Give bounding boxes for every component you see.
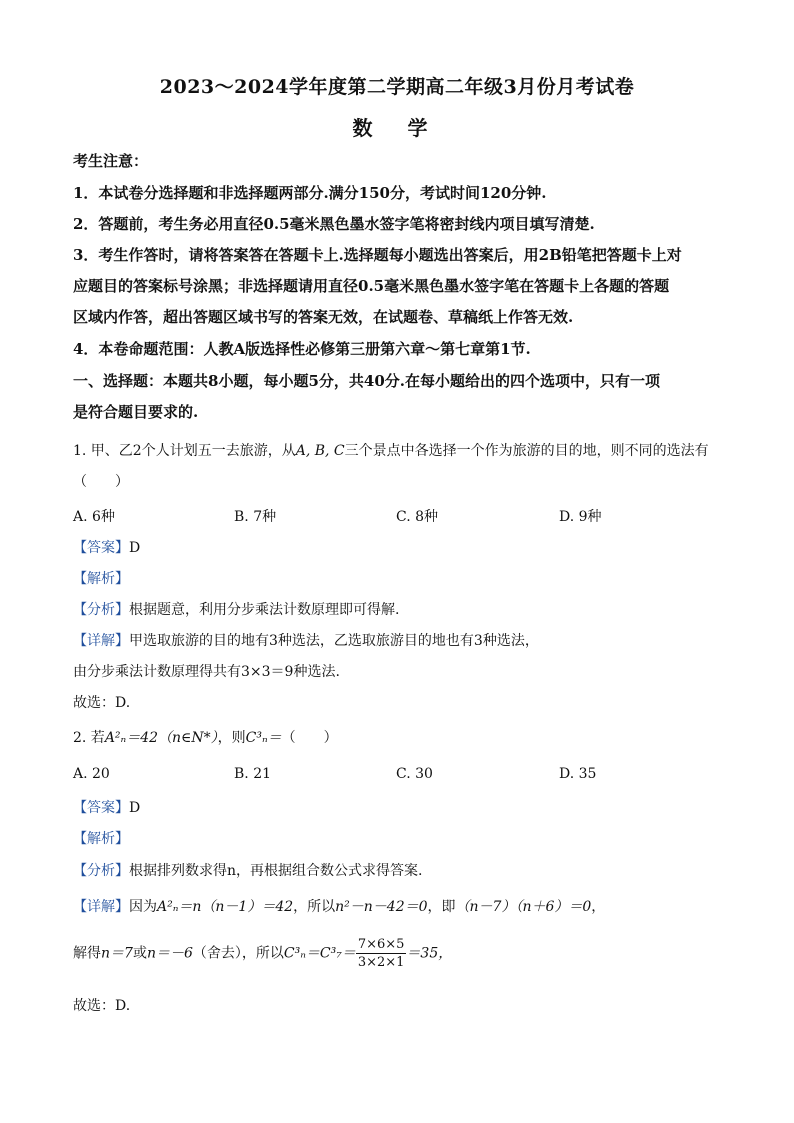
detail2-text-b: 或 [132, 945, 147, 962]
section-heading: 一、选择题：本题共8小题，每小题5分，共40分.在每小题给出的四个选项中，只有一项 [73, 372, 660, 390]
notice-item-1: 1．本试卷分选择题和非选择题两部分.满分150分，考试时间120分钟. [73, 184, 547, 202]
detail-tag: 【详解】 [73, 633, 129, 649]
q1-stem-math: A, B, C [295, 443, 345, 459]
notice-item-3-cont: 应题目的答案标号涂黑；非选择题请用直径0.5毫米黑色墨水签字笔在答题卡上各题的答题 [73, 277, 670, 295]
section-heading-cont: 是符合题目要求的. [73, 403, 199, 421]
q2-option-c: C. 30 [396, 766, 433, 782]
fenxi-tag: 【分析】 [73, 863, 129, 879]
answer-value: D [129, 800, 141, 816]
notice-item-3-cont2: 区域内作答，超出答题区域书写的答案无效，在试题卷、草稿纸上作答无效. [73, 308, 574, 326]
detail2-math-2: n＝－6 [146, 945, 193, 962]
q2-option-d: D. 35 [559, 766, 597, 782]
q2-fenxi [73, 860, 422, 880]
detail-text-a: 因为 [129, 899, 157, 915]
detail2-math-1: n＝7 [101, 945, 133, 962]
q1-stem-text-b: 三个景点中各选择一个作为旅游的目的地，则不同的选法有 [344, 443, 709, 459]
fraction [356, 936, 407, 971]
notice-heading: 考生注意： [73, 152, 149, 170]
detail-tag: 【详解】 [73, 899, 129, 915]
subject-title: 数 学 [352, 116, 442, 140]
fenxi-text: 根据排列数求得n，再根据组合数公式求得答案. [129, 863, 423, 879]
answer-tag: 【答案】 [73, 540, 129, 556]
fraction-denominator: 3×2×1 [357, 955, 405, 970]
q2-stem-math: A²ₙ＝42（n∈N*） [104, 730, 218, 746]
fenxi-tag: 【分析】 [73, 602, 129, 618]
detail-math-2: n²－n－42＝0 [335, 899, 428, 915]
q1-conclusion: 故选：D. [73, 695, 131, 711]
detail-text: 甲选取旅游的目的地有3种选法，乙选取旅游目的地也有3种选法， [129, 633, 539, 649]
detail2-text-a: 解得 [73, 945, 101, 962]
q1-analysis-tag: 【解析】 [73, 571, 129, 587]
q1-answer [73, 537, 140, 557]
q2-option-a: A. 20 [73, 766, 110, 782]
answer-value: D [129, 540, 141, 556]
q2-answer [73, 797, 140, 817]
q2-detail [73, 896, 605, 916]
q1-option-a: A. 6种 [73, 509, 115, 525]
detail2-math-4: ＝35， [406, 945, 453, 962]
q2-stem [73, 727, 338, 747]
detail-text-c: ，即 [427, 899, 456, 915]
q2-paren: （ ） [281, 730, 338, 746]
fenxi-text: 根据题意，利用分步乘法计数原理即可得解. [129, 602, 400, 618]
fraction-numerator: 7×6×5 [357, 937, 405, 952]
q1-detail-2: 由分步乘法计数原理得共有3×3＝9种选法. [73, 664, 340, 680]
detail-text-d: ， [591, 899, 606, 915]
q2-detail-2 [73, 936, 452, 971]
q2-stem-text-a: 2. 若 [73, 730, 105, 746]
q1-detail [73, 630, 539, 650]
q1-option-c: C. 8种 [396, 509, 439, 525]
detail-math-3: （n－7）（n＋6）＝0 [455, 899, 592, 915]
detail2-text-c: （舍去），所以 [192, 945, 284, 962]
q1-option-d: D. 9种 [559, 509, 602, 525]
q2-stem-math-2: C³ₙ＝ [245, 730, 282, 746]
notice-item-3: 3．考生作答时，请将答案答在答题卡上.选择题每小题选出答案后，用2B铅笔把答题卡上对 [73, 246, 682, 264]
detail-text-b: ，所以 [293, 899, 336, 915]
answer-tag: 【答案】 [73, 800, 129, 816]
q2-analysis-tag: 【解析】 [73, 831, 129, 847]
q1-fenxi [73, 599, 399, 619]
notice-item-4: 4．本卷命题范围：人教A版选择性必修第三册第六章～第七章第1节. [73, 340, 531, 358]
q1-stem [73, 440, 709, 460]
exam-title: 2023～2024学年度第二学期高二年级3月份月考试卷 [159, 76, 635, 98]
q1-paren: （ ） [73, 474, 129, 490]
q2-option-b: B. 21 [234, 766, 272, 782]
q1-stem-text-a: 1. 甲、乙2个人计划五一去旅游，从 [73, 443, 296, 459]
detail-math-1: A²ₙ＝n（n－1）＝42 [157, 899, 294, 915]
q2-stem-text-b: ，则 [217, 730, 246, 746]
notice-item-2: 2．答题前，考生务必用直径0.5毫米黑色墨水签字笔将密封线内项目填写清楚. [73, 215, 595, 233]
q2-conclusion: 故选：D. [73, 998, 131, 1014]
q1-option-b: B. 7种 [234, 509, 277, 525]
detail2-math-3: C³ₙ＝C³₇＝ [283, 945, 356, 962]
